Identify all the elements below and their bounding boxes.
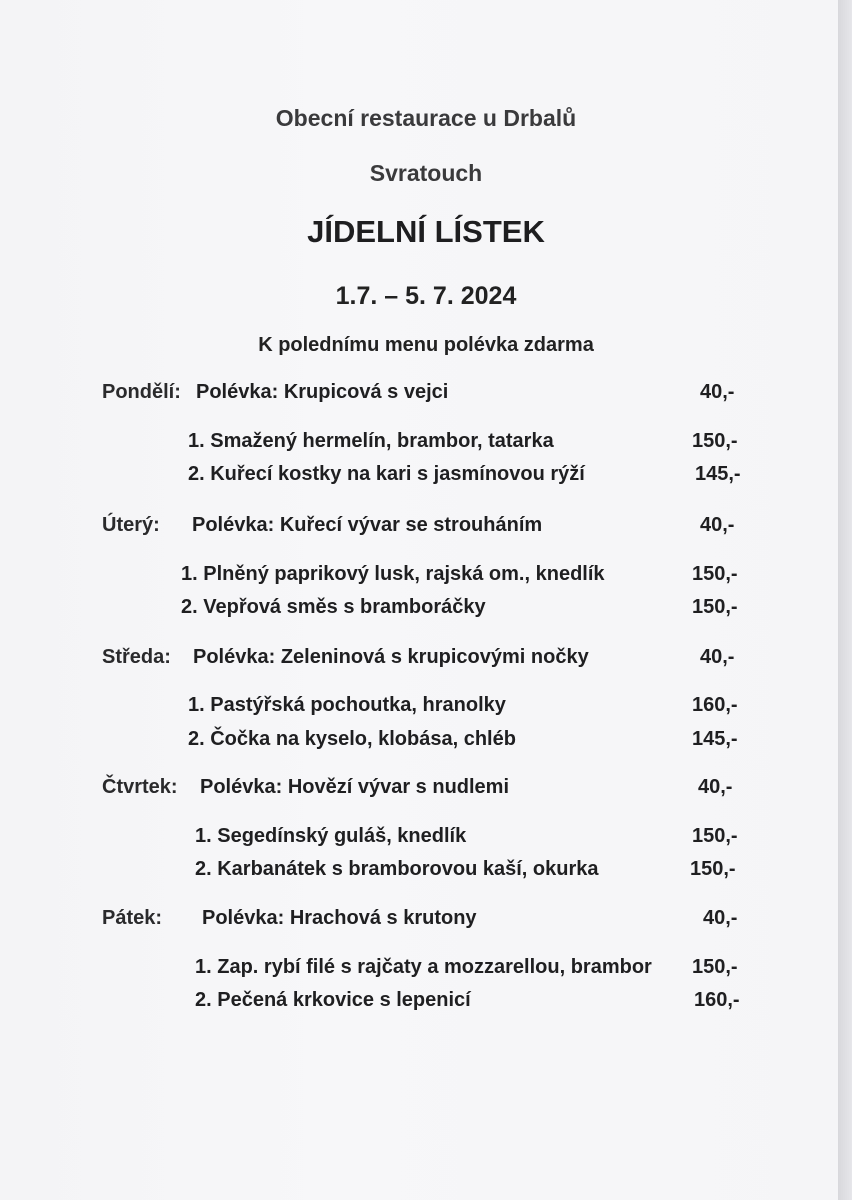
meal-price: 150,- [692,563,738,585]
meal-name: 1. Smažený hermelín, brambor, tatarka [188,430,554,452]
meal-name: 2. Pečená krkovice s lepenicí [195,989,471,1011]
date-range: 1.7. – 5. 7. 2024 [335,282,517,310]
meal-row [0,596,852,626]
meal-name: 1. Plněný paprikový lusk, rajská om., knedlík [181,563,605,585]
meal-name: 1. Pastýřská pochoutka, hranolky [188,694,506,716]
soup-row-tuesday [0,514,852,544]
meal-price: 145,- [695,463,741,485]
day-label: Pátek: [102,907,163,929]
meal-price: 150,- [692,596,738,618]
page-title: JÍDELNÍ LÍSTEK [307,214,545,249]
day-label: Středa: [102,646,171,668]
meal-row [0,825,852,855]
restaurant-name: Obecní restaurace u Drbalů [275,105,577,131]
meal-name: 2. Čočka na kyselo, klobása, chléb [188,728,516,750]
meal-row [0,430,852,460]
day-label: Úterý: [102,514,160,536]
meal-price: 160,- [692,694,738,716]
soup-name: Polévka: Hovězí vývar s nudlemi [200,776,510,798]
soup-row-friday [0,907,852,937]
meal-row [0,694,852,724]
meal-name: 2. Vepřová směs s bramboráčky [181,596,486,618]
meal-row [0,728,852,758]
meal-price: 160,- [694,989,740,1011]
meal-row [0,858,852,888]
meal-name: 1. Zap. rybí filé s rajčaty a mozzarellou, brambor [195,956,652,978]
meal-price: 150,- [692,956,738,978]
meal-row [0,563,852,593]
meal-row [0,463,852,493]
town-name: Svratouch [369,160,483,186]
soup-price: 40,- [700,514,735,536]
soup-price: 40,- [700,381,735,403]
soup-name: Polévka: Kuřecí vývar se strouháním [192,514,543,536]
meal-price: 150,- [692,430,738,452]
soup-name: Polévka: Hrachová s krutony [202,907,477,929]
soup-name: Polévka: Zeleninová s krupicovými nočky [193,646,589,668]
soup-row-wednesday [0,646,852,676]
soup-price: 40,- [700,646,735,668]
soup-price: 40,- [703,907,738,929]
soup-note: K polednímu menu polévka zdarma [258,334,594,356]
day-label: Čtvrtek: [102,776,178,798]
meal-name: 2. Kuřecí kostky na kari s jasmínovou rýží [188,463,585,485]
meal-price: 150,- [692,825,738,847]
soup-name: Polévka: Krupicová s vejci [196,381,449,403]
meal-row [0,956,852,986]
day-label: Pondělí: [102,381,181,403]
soup-row-monday [0,381,852,411]
meal-row [0,989,852,1019]
meal-name: 2. Karbanátek s bramborovou kaší, okurka [195,858,599,880]
meal-name: 1. Segedínský guláš, knedlík [195,825,467,847]
meal-price: 145,- [692,728,738,750]
soup-price: 40,- [698,776,733,798]
soup-row-thursday [0,776,852,806]
meal-price: 150,- [690,858,736,880]
